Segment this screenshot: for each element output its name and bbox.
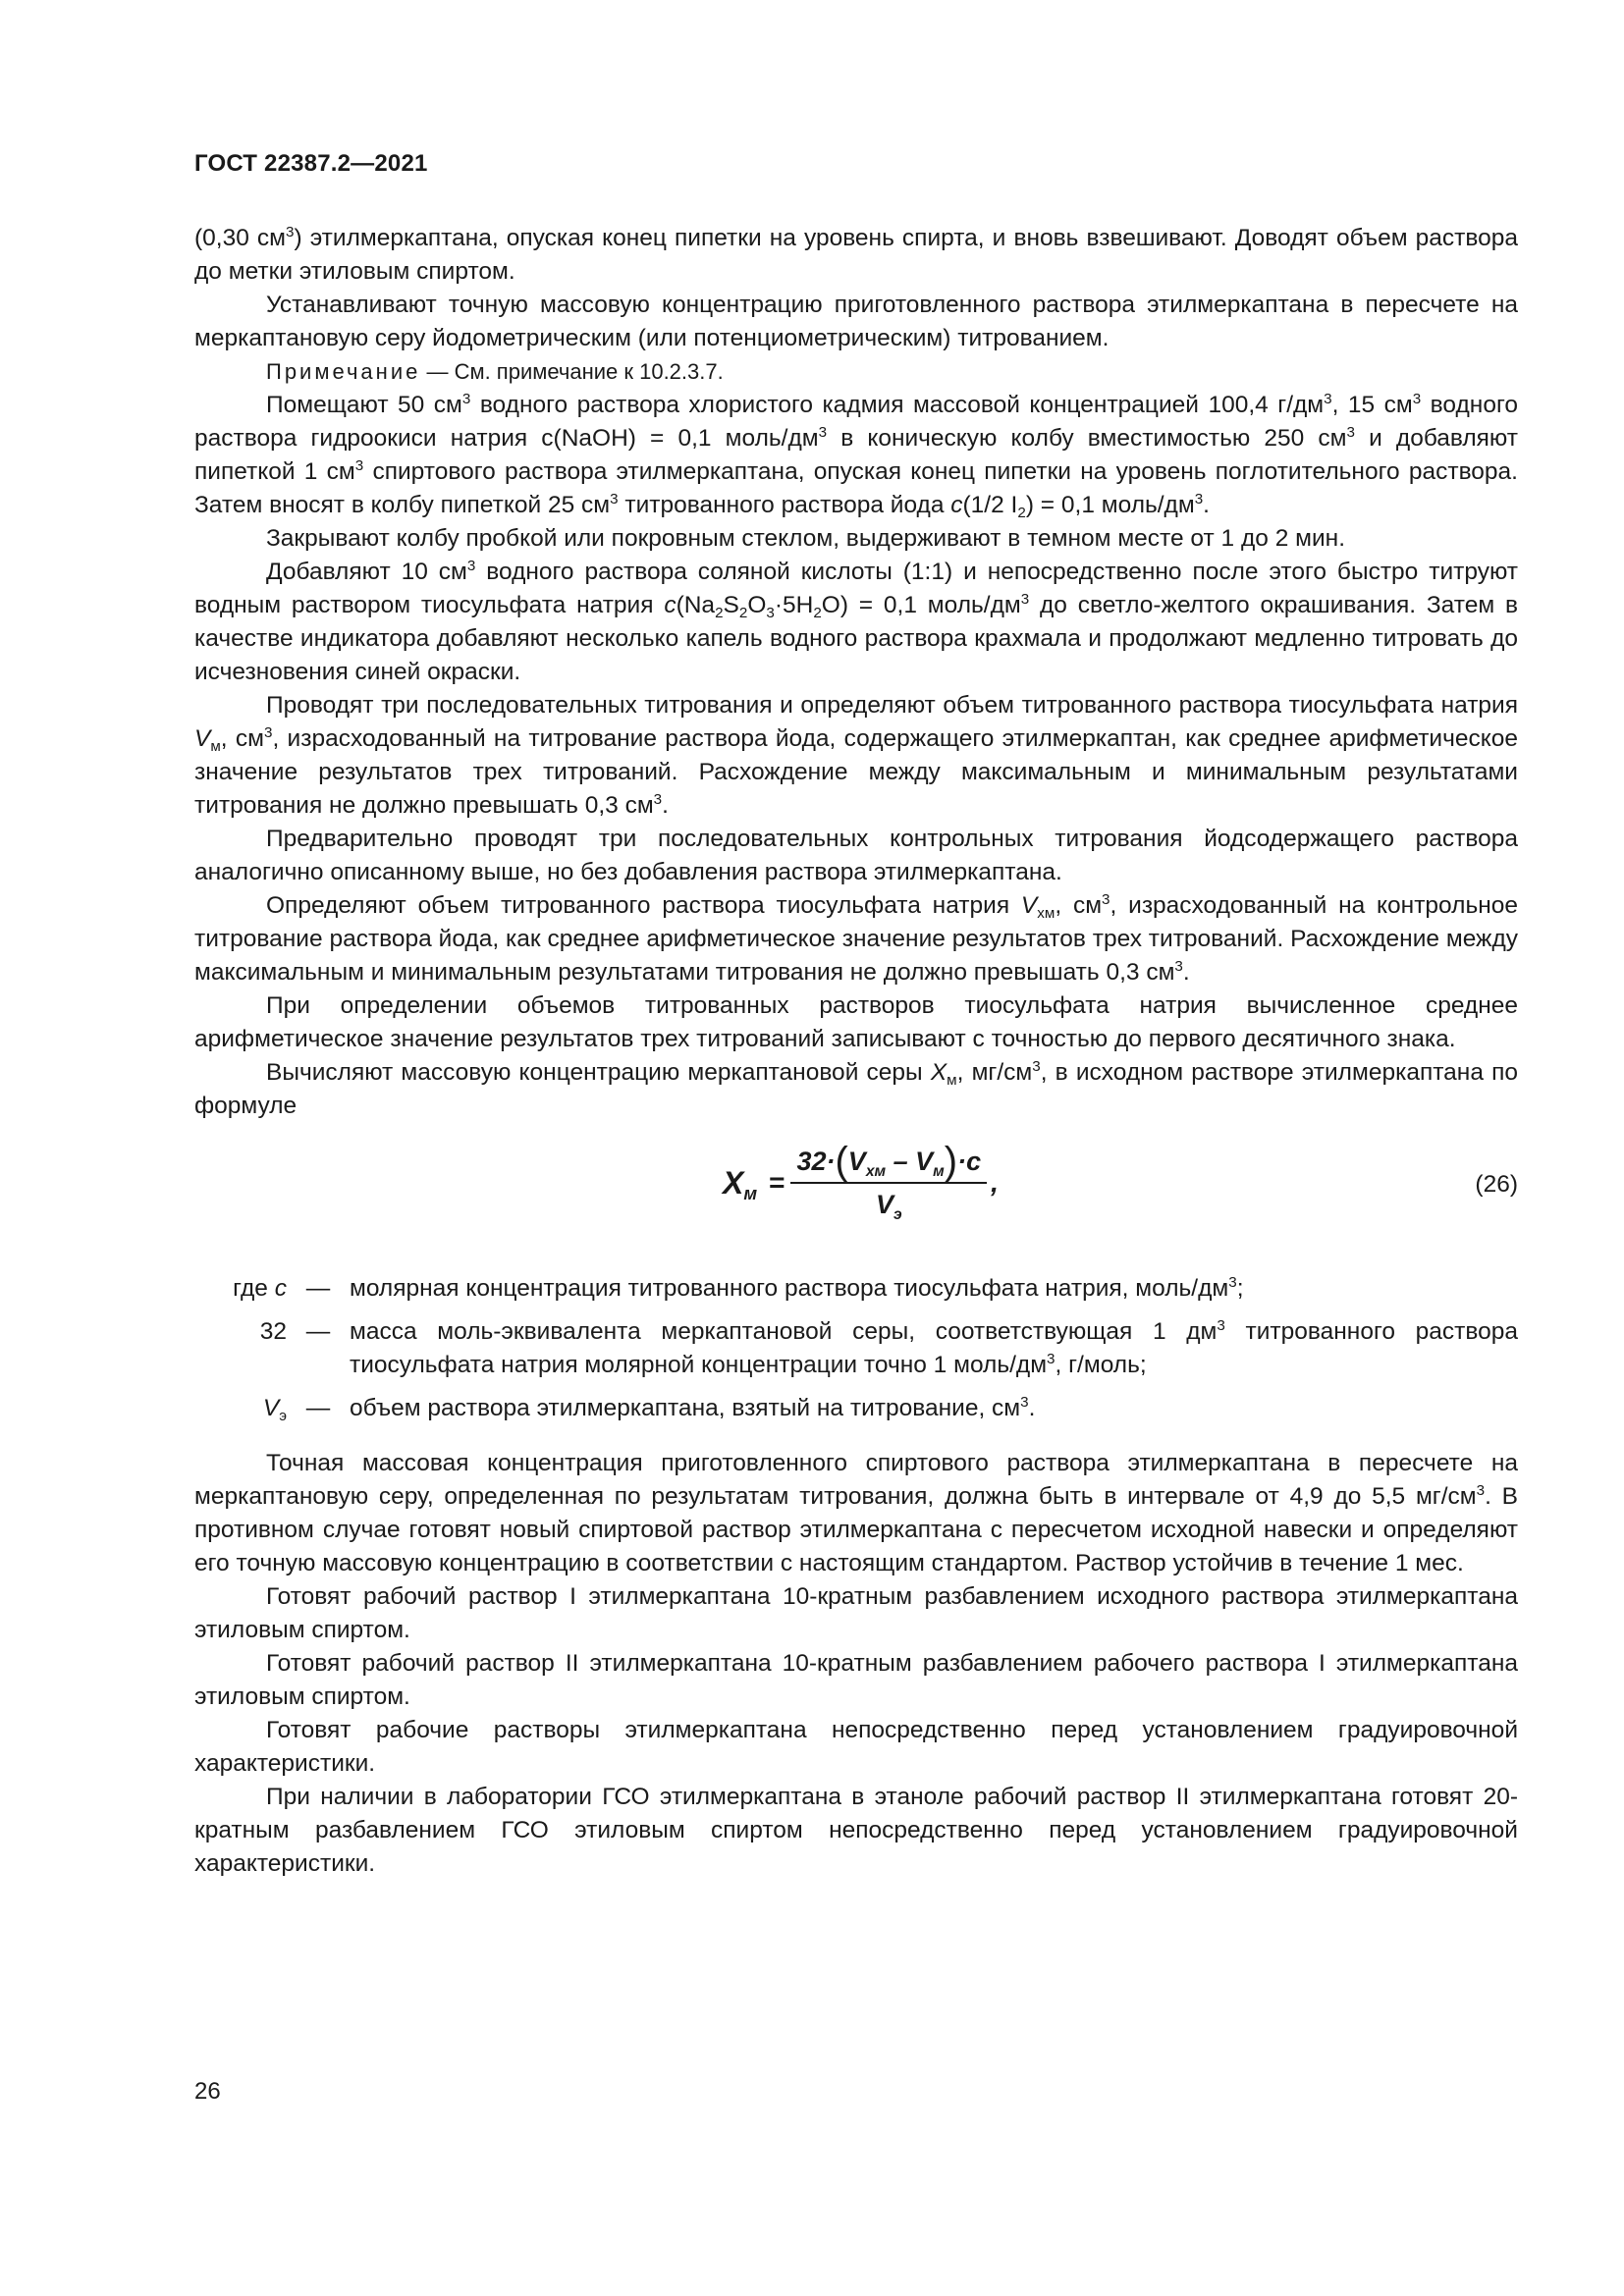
paragraph-6: Проводят три последовательных титрования и определяют объем титрованного раствора тиосульфата натрия $V_м$, $см^3$, израсходованный на титрование раствора йода, содержащего этилмеркаптан, как среднее арифметическое значение результатов трех титрований. Расхождение между максимальным и минимальным результатами титрования не должно превышать 0,3 $см^3$. <box>194 692 1518 819</box>
note: Примечание — См. примечание к 10.2.3.7. <box>266 359 724 384</box>
definition-ve: $V_э$ — объем раствора этилмеркаптана, взятый на титрование, $см^3$. <box>262 1394 1036 1424</box>
formula-26: $X_м$ = $\frac{32\cdot(V_{хм} - V_м)\cdot c}{V_э}$ , <box>723 1140 999 1223</box>
formula-lhs: $X_м$ <box>723 1165 758 1203</box>
paragraph-10: Вычисляют массовую концентрацию меркаптановой серы $X_м$, $мг/см^3$, в исходном растворе этилмеркаптана по формуле <box>194 1058 1519 1119</box>
paragraph-4: Закрывают колбу пробкой или покровным стеклом, выдерживают в темном месте от 1 до 2 мин. <box>266 525 1346 552</box>
paragraph-5: Добавляют 10 $см^3$ водного раствора соляной кислоты (1:1) и непосредственно после этого быстро титруют водным раствором тиосульфата натрия $c(Na_2S_2O_3\cdot 5H_2O) = 0,1$ моль/$дм^3$ до светло-желтого окрашивания. Затем в качестве индикатора добавляют несколько капель водного раствора крахмала и продолжают медленно титровать до исчезновения синей окраски. <box>194 558 1519 685</box>
paragraph-14: Готовят рабочие растворы этилмеркаптана непосредственно перед установлением градуировочной характеристики. <box>194 1717 1518 1777</box>
definition-32: 32 — масса моль-эквивалента меркаптановой серы, соответствующая 1 $дм^3$ титрованного раствора тиосульфата натрия молярной концентрации точно 1 моль/$дм^3$, г/моль; <box>259 1317 1518 1378</box>
formula-numerator: $32\cdot(V_{хм} - V_м)\cdot c$ <box>790 1145 987 1184</box>
formula-block <box>194 1139 1518 1255</box>
paragraph-2: Устанавливают точную массовую концентрацию приготовленного раствора этилмеркаптана в пересчете на меркаптановую серу йодометрическим (или потенциометрическим) титрованием. <box>194 292 1518 351</box>
definitions-list <box>194 1272 1518 1425</box>
paragraph-9: При определении объемов титрованных растворов тиосульфата натрия вычисленное среднее арифметическое значение результатов трех титрований записывают с точностью до первого десятичного знака. <box>194 992 1518 1052</box>
document-body <box>194 222 1518 1881</box>
formula-fraction <box>790 1140 987 1223</box>
paragraph-8: Определяют объем титрованного раствора тиосульфата натрия $V_{хм}$, $см^3$, израсходованный на контрольное титрование раствора йода, как среднее арифметическое значение результатов трех титрований. Расхождение между максимальным и минимальным результатами титрования не должно превышать 0,3 $см^3$. <box>194 891 1518 986</box>
paragraph-1: (0,30 $см^3$) этилмеркаптана, опуская конец пипетки на уровень спирта, и вновь взвешивают. Доводят объем раствора до метки этиловым спиртом. <box>194 224 1518 285</box>
paragraph-12: Готовят рабочий раствор I этилмеркаптана 10-кратным разбавлением исходного раствора этилмеркаптана этиловым спиртом. <box>194 1583 1518 1643</box>
formula-number: (26) <box>1475 1171 1518 1198</box>
definition-c: где c — молярная концентрация титрованного раствора тиосульфата натрия, моль/$дм^3$; <box>233 1274 1244 1302</box>
formula-equals: = <box>769 1167 785 1198</box>
page-number: 26 <box>194 2078 221 2105</box>
document-header: ГОСТ 22387.2—2021 <box>194 150 428 177</box>
paragraph-11: Точная массовая концентрация приготовленного спиртового раствора этилмеркаптана в пересчете на меркаптановую серу, определенная по результатам титрования, должна быть в интервале от 4,9 до 5,5 $мг/см^3$. В противном случае готовят новый спиртовой раствор этилмеркаптана с пересчетом исходной навески и определяют его точную массовую концентрацию в соответствии с настоящим стандартом. Раствор устойчив в течение 1 мес. <box>194 1450 1518 1576</box>
paragraph-13: Готовят рабочий раствор II этилмеркаптана 10-кратным разбавлением рабочего раствора I этилмеркаптана этиловым спиртом. <box>194 1650 1518 1710</box>
paragraph-3: Помещают 50 $см^3$ водного раствора хлористого кадмия массовой концентрацией 100,4 $г/дм^3$, 15 $см^3$ водного раствора гидроокиси натрия c(NaOH) = 0,1 моль/$дм^3$ в коническую колбу вместимостью 250 $см^3$ и добавляют пипеткой 1 $см^3$ спиртового раствора этилмеркаптана, опуская конец пипетки на уровень поглотительного раствора. Затем вносят в колбу пипеткой 25 $см^3$ титрованного раствора йода c(1/2 $I_2) = 0,1$ моль/$дм^3$. <box>194 391 1518 521</box>
paragraph-7: Предварительно проводят три последовательных контрольных титрования йодсодержащего раствора аналогично описанному выше, но без добавления раствора этилмеркаптана. <box>194 826 1518 885</box>
formula-denominator: $V_э$ <box>875 1190 902 1223</box>
paragraph-15: При наличии в лаборатории ГСО этилмеркаптана в этаноле рабочий раствор II этилмеркаптана готовят 20-кратным разбавлением ГСО этиловым спиртом непосредственно перед установлением градуировочной характеристики. <box>194 1784 1518 1877</box>
